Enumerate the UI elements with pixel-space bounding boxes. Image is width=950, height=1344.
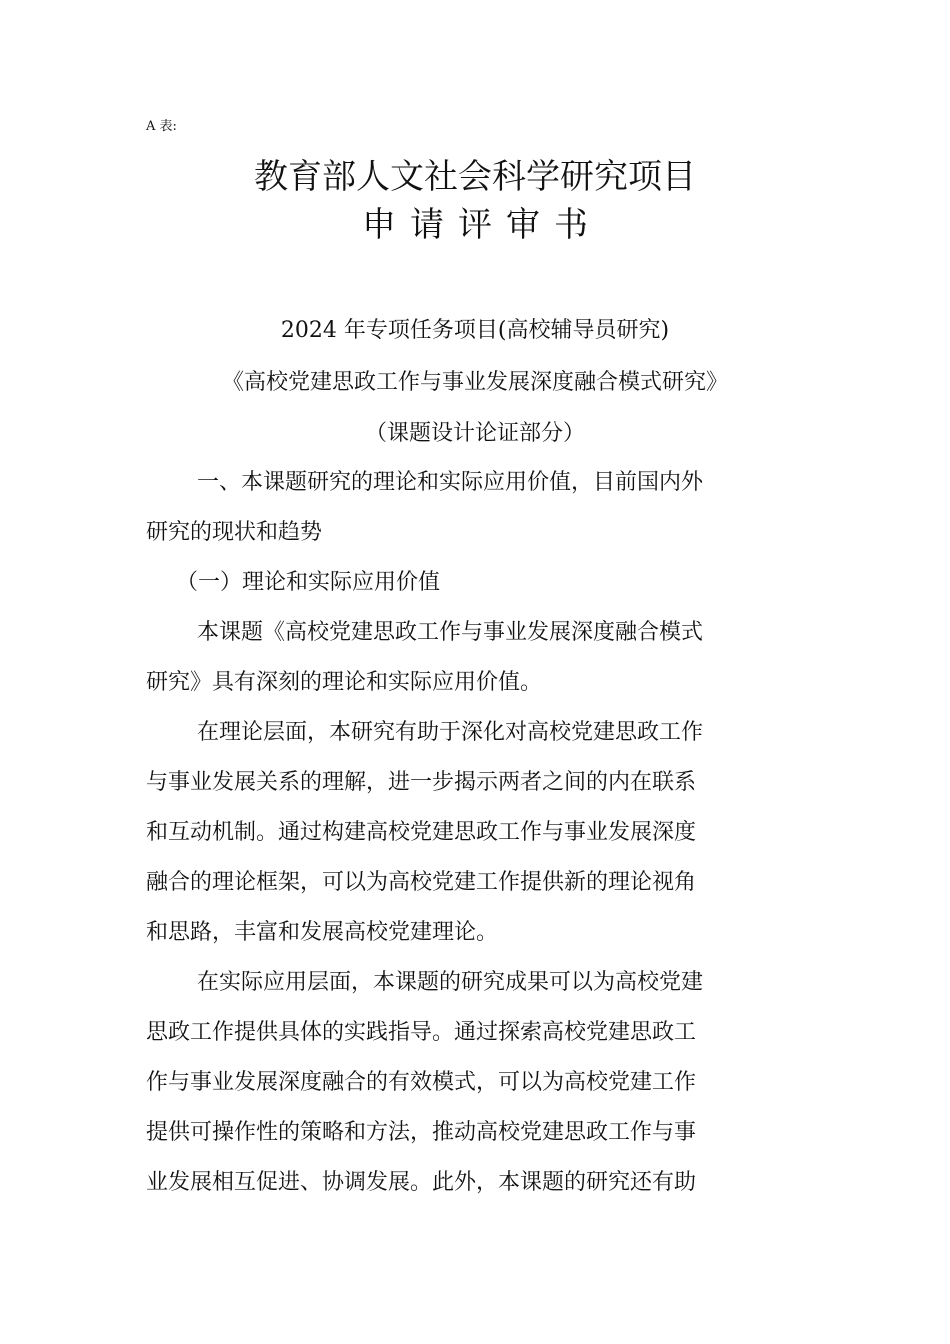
paragraph-line: 在理论层面，本研究有助于深化对高校党建思政工作 xyxy=(197,720,704,745)
paragraph-line: 融合的理论框架，可以为高校党建工作提供新的理论视角 xyxy=(146,870,697,895)
paragraph-line: 提供可操作性的策略和方法，推动高校党建思政工作与事 xyxy=(146,1120,697,1145)
paragraph-line: 业发展相互促进、协调发展。此外，本课题的研究还有助 xyxy=(146,1170,697,1195)
project-type: 2024 年专项任务项目(高校辅导员研究) xyxy=(280,318,670,343)
paragraph-line: 思政工作提供具体的实践指导。通过探索高校党建思政工 xyxy=(146,1020,697,1045)
form-label: A 表: xyxy=(146,119,177,134)
section-heading-line: 一、本课题研究的理论和实际应用价值，目前国内外 xyxy=(197,470,704,495)
body-text xyxy=(146,458,796,1208)
document-title: 教育部人文社会科学研究项目 xyxy=(254,157,696,197)
section-note: （课题设计论证部分） xyxy=(364,421,585,446)
subsection-heading: （一）理论和实际应用价值 xyxy=(176,570,441,595)
paragraph-line: 和思路，丰富和发展高校党建理论。 xyxy=(146,920,499,945)
paragraph-line: 在实际应用层面，本课题的研究成果可以为高校党建 xyxy=(197,970,704,995)
section-heading-line: 研究的现状和趋势 xyxy=(146,520,323,545)
paragraph-line: 本课题《高校党建思政工作与事业发展深度融合模式 xyxy=(197,620,704,645)
paragraph-line: 作与事业发展深度融合的有效模式，可以为高校党建工作 xyxy=(146,1070,697,1095)
document-subtitle: 申请评审书 xyxy=(362,205,602,245)
project-name: 《高校党建思政工作与事业发展深度融合模式研究》 xyxy=(221,370,728,395)
paragraph-line: 和互动机制。通过构建高校党建思政工作与事业发展深度 xyxy=(146,820,697,845)
paragraph-line: 研究》具有深刻的理论和实际应用价值。 xyxy=(146,670,543,695)
paragraph-line: 与事业发展关系的理解，进一步揭示两者之间的内在联系 xyxy=(146,770,697,795)
